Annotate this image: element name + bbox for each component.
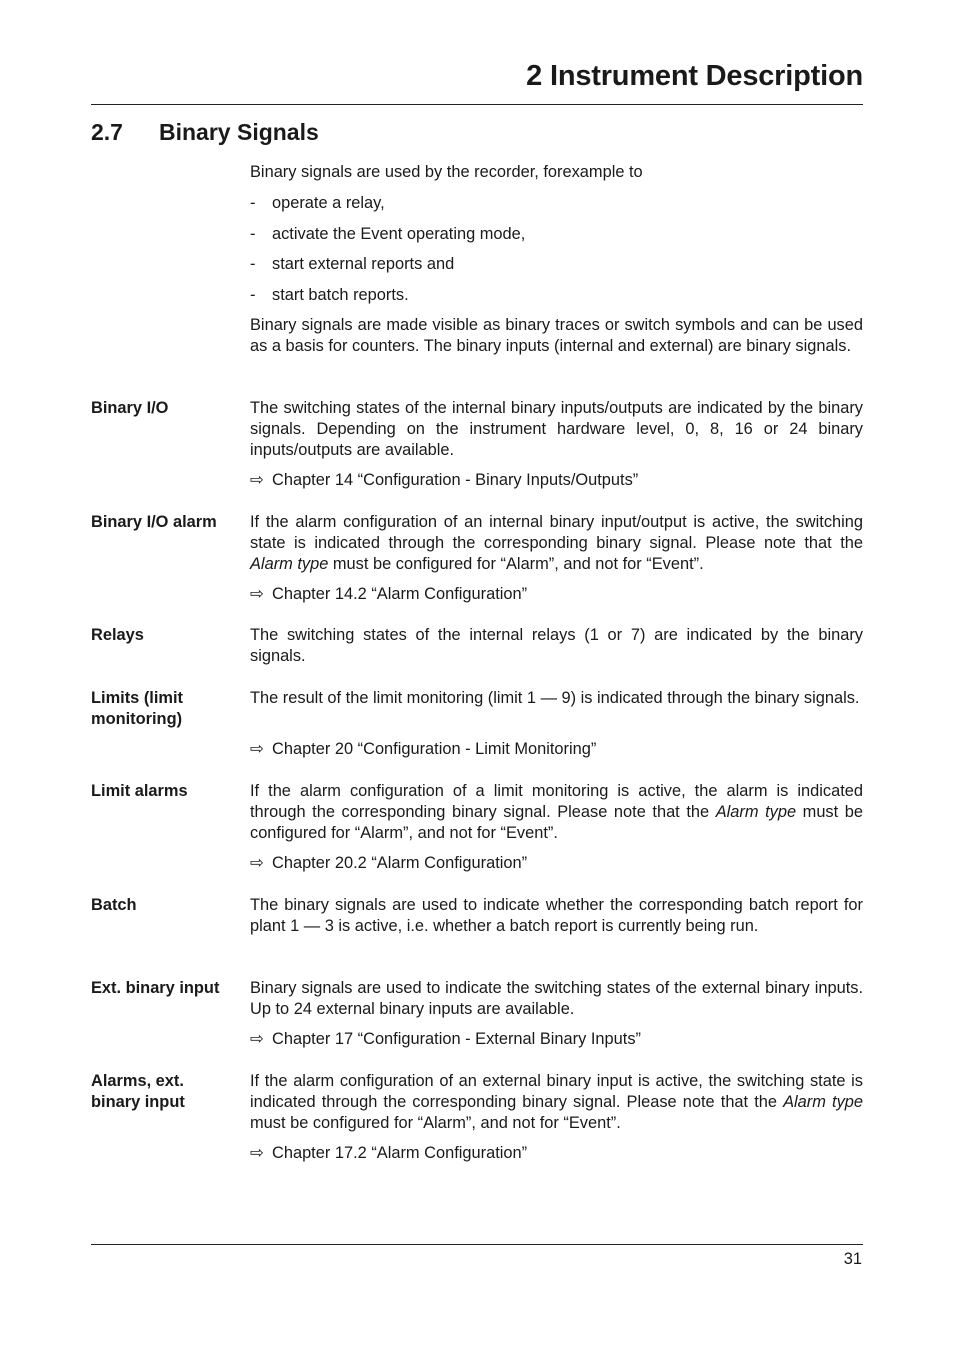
alarms-ext-paragraph bbox=[250, 1071, 863, 1134]
binary-io-paragraph: The switching states of the internal binary inputs/outputs are indicated by the binary signals. Depending on the instrument hardware level, 0, 8, 16 or 24 binary inputs/outputs are available. bbox=[250, 399, 863, 459]
binary-io-reference[interactable] bbox=[250, 470, 638, 491]
list-item-text: operate a relay, bbox=[272, 194, 385, 212]
label-alarms-ext-binary-input bbox=[91, 1071, 241, 1113]
label-limit-alarms: Limit alarms bbox=[91, 782, 188, 800]
alarms-ext-block bbox=[250, 1071, 863, 1134]
label-limits bbox=[91, 688, 241, 730]
label-line: Limits (limit bbox=[91, 689, 183, 707]
reference-text[interactable]: Chapter 17 “Configuration - External Binary Inputs” bbox=[272, 1030, 641, 1048]
list-item bbox=[250, 224, 525, 255]
limit-alarms-reference[interactable] bbox=[250, 853, 527, 874]
reference-text[interactable]: Chapter 14 “Configuration - Binary Inputs/Outputs” bbox=[272, 471, 639, 489]
reference-text[interactable]: Chapter 20.2 “Alarm Configuration” bbox=[272, 854, 528, 872]
chapter-title: 2 Instrument Description bbox=[526, 60, 863, 92]
label-binary-io-alarm: Binary I/O alarm bbox=[91, 513, 217, 531]
section-number: 2.7 bbox=[91, 119, 123, 145]
reference-text[interactable]: Chapter 14.2 “Alarm Configuration” bbox=[272, 585, 528, 603]
arrow-right-icon: ⇨ bbox=[250, 1144, 264, 1162]
page-number: 31 bbox=[843, 1250, 862, 1268]
list-item-text: activate the Event operating mode, bbox=[272, 224, 526, 243]
section-title: Binary Signals bbox=[159, 119, 319, 145]
intro-lead: Binary signals are used by the recorder, forexample to bbox=[250, 163, 643, 181]
label-batch: Batch bbox=[91, 896, 137, 914]
limit-alarms-block bbox=[250, 781, 863, 844]
binary-io-alarm-paragraph bbox=[250, 512, 863, 575]
list-item-text: start batch reports. bbox=[272, 285, 409, 304]
header-rule bbox=[91, 104, 863, 105]
reference-text[interactable]: Chapter 17.2 “Alarm Configuration” bbox=[272, 1144, 528, 1162]
limit-alarms-paragraph bbox=[250, 781, 863, 844]
alarm-type-term: Alarm type bbox=[715, 803, 797, 821]
arrow-right-icon: ⇨ bbox=[250, 1030, 264, 1048]
ext-binary-input-block bbox=[250, 978, 863, 1020]
intro-closing-paragraph: Binary signals are made visible as binary traces or switch symbols and can be used as a basis for counters. The binary inputs (internal and external) are binary signals. bbox=[250, 316, 863, 355]
footer-rule bbox=[91, 1244, 863, 1245]
batch-paragraph: The binary signals are used to indicate whether the corresponding batch report for plant 1 — 3 is active, i.e. whether a batch report is currently being run. bbox=[250, 896, 863, 935]
list-item-text: start external reports and bbox=[272, 255, 455, 273]
ext-binary-input-reference[interactable] bbox=[250, 1029, 641, 1050]
dash-bullet: - bbox=[250, 285, 256, 304]
label-ext-binary-input: Ext. binary input bbox=[91, 979, 220, 997]
paragraph-text: If the alarm configuration of an internal binary input/output is active, the switching state is indicated through the corresponding binary signal. Please note that the bbox=[250, 513, 863, 552]
list-item bbox=[250, 254, 525, 285]
alarm-type-term: Alarm type bbox=[783, 1093, 863, 1111]
list-item bbox=[250, 285, 525, 316]
paragraph-text: If the alarm configuration of a limit monitoring is active, the alarm is indicated through the corresponding binary signal. Please note that the bbox=[250, 782, 863, 821]
dash-bullet: - bbox=[250, 255, 256, 273]
alarm-type-term: Alarm type bbox=[250, 555, 329, 573]
list-item bbox=[250, 193, 525, 224]
limits-reference[interactable] bbox=[250, 739, 596, 760]
label-binary-io: Binary I/O bbox=[91, 399, 169, 417]
arrow-right-icon: ⇨ bbox=[250, 740, 264, 758]
dash-bullet: - bbox=[250, 224, 256, 243]
label-line: binary input bbox=[91, 1093, 185, 1111]
paragraph-text: must be configured for “Alarm”, and not for “Event”. bbox=[250, 1114, 621, 1132]
binary-io-alarm-block bbox=[250, 512, 863, 575]
ext-binary-input-paragraph: Binary signals are used to indicate the switching states of the external binary inputs. Up to 24 external binary inputs are available. bbox=[250, 979, 863, 1018]
arrow-right-icon: ⇨ bbox=[250, 585, 264, 603]
reference-text[interactable]: Chapter 20 “Configuration - Limit Monitoring” bbox=[272, 740, 597, 758]
batch-block bbox=[250, 895, 863, 937]
section-heading bbox=[91, 119, 319, 145]
limits-paragraph: The result of the limit monitoring (limit 1 — 9) is indicated through the binary signals. bbox=[250, 689, 860, 707]
arrow-right-icon: ⇨ bbox=[250, 854, 264, 872]
binary-io-block bbox=[250, 398, 863, 461]
paragraph-text: must be configured for “Alarm”, and not for “Event”. bbox=[328, 555, 704, 573]
arrow-right-icon: ⇨ bbox=[250, 471, 264, 489]
binary-io-alarm-reference[interactable] bbox=[250, 584, 527, 605]
dash-bullet: - bbox=[250, 194, 256, 212]
label-line: Alarms, ext. bbox=[91, 1072, 184, 1090]
label-relays: Relays bbox=[91, 626, 144, 644]
paragraph-text: must be configured for “Alarm”, and not for “Event”. bbox=[250, 803, 864, 842]
usage-list bbox=[250, 193, 525, 315]
relays-block bbox=[250, 625, 863, 667]
alarms-ext-reference[interactable] bbox=[250, 1143, 527, 1164]
limits-block bbox=[250, 688, 863, 709]
label-line: monitoring) bbox=[91, 710, 183, 728]
relays-paragraph: The switching states of the internal relays (1 or 7) are indicated by the binary signals. bbox=[250, 626, 863, 665]
intro-closing-block bbox=[250, 315, 863, 357]
paragraph-text: If the alarm configuration of an external binary input is active, the switching state is indicated through the corresponding binary signal. Please note that the bbox=[250, 1072, 863, 1111]
